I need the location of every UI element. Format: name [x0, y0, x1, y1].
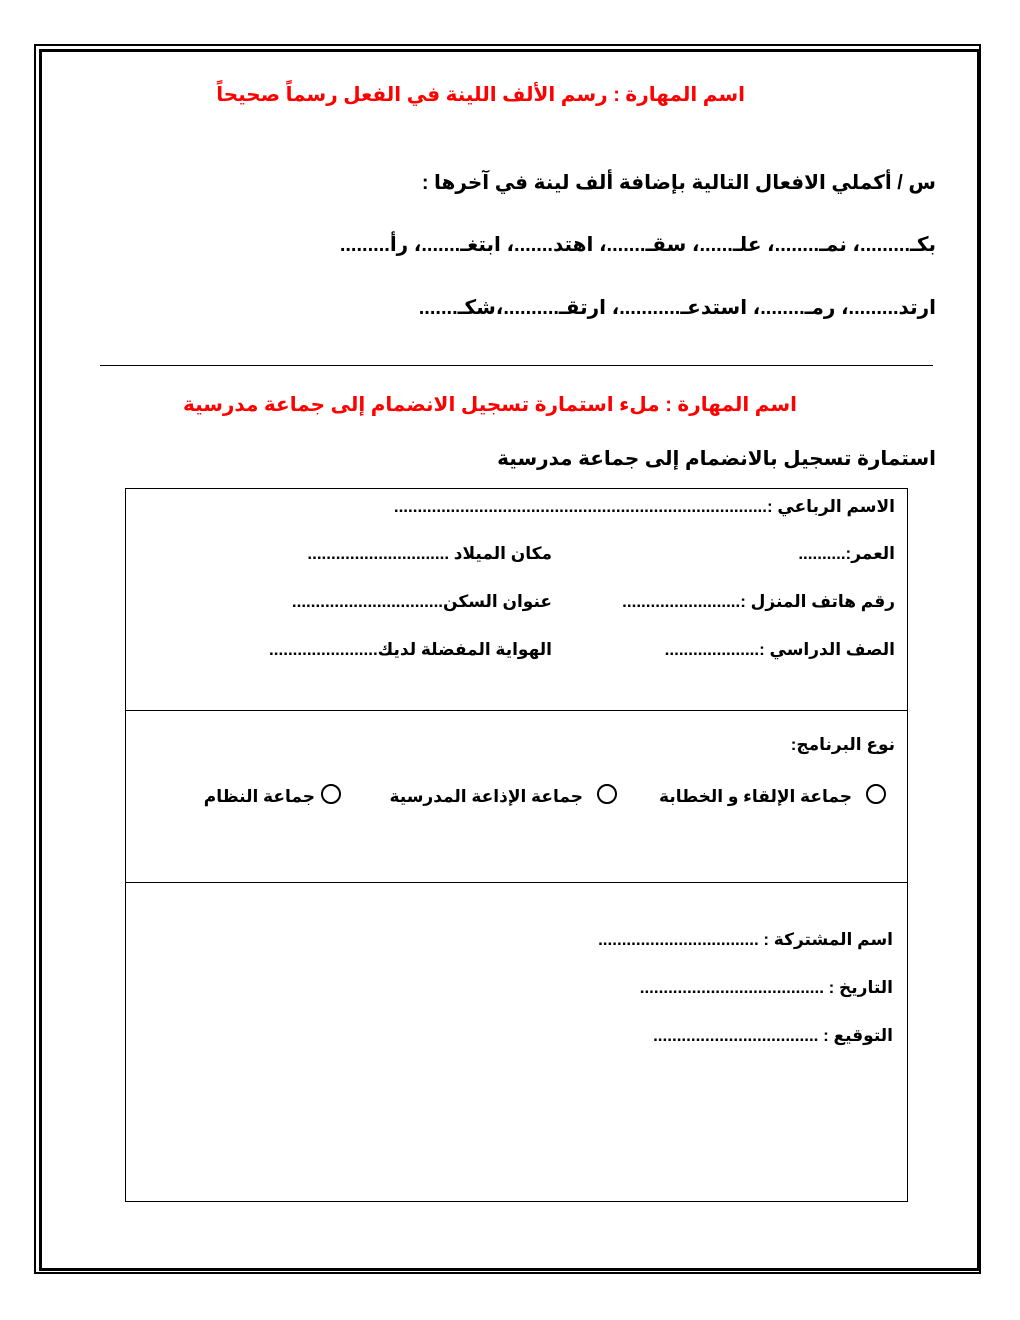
- form-divider: [125, 710, 907, 711]
- question-text: س / أكملي الافعال التالية بإضافة ألف لينة في آخرها :: [421, 172, 936, 194]
- skill-title-2: اسم المهارة : ملء استمارة تسجيل الانضمام إلى جماعة مدرسية: [182, 394, 797, 416]
- radio-speech-club[interactable]: [866, 784, 886, 804]
- form-title: استمارة تسجيل بالانضمام إلى جماعة مدرسية: [497, 448, 936, 470]
- full-name-field[interactable]: الاسم الرباعي :...............................................................................: [393, 497, 895, 516]
- verbs-line-1: بكـ.........، نمـ........، علـ......، سقـ.......، اهتد.......، ابتغـ.......، رأ.........: [339, 234, 936, 256]
- signature-field[interactable]: التوقيع : ...................................: [653, 1026, 893, 1045]
- radio-radio-club[interactable]: [597, 784, 617, 804]
- date-field[interactable]: التاريخ : .......................................: [639, 978, 893, 997]
- radio-order-club[interactable]: [321, 784, 341, 804]
- skill-title-1: اسم المهارة : رسم الألف اللينة في الفعل رسماً صحيحاً: [216, 84, 745, 106]
- option-radio-club: جماعة الإذاعة المدرسية: [389, 787, 583, 806]
- phone-field[interactable]: رقم هاتف المنزل :.........................: [622, 592, 895, 611]
- grade-field[interactable]: الصف الدراسي :....................: [664, 640, 895, 659]
- section-divider: [100, 365, 933, 366]
- participant-name-field[interactable]: اسم المشتركة : ..................................: [598, 930, 893, 949]
- address-field[interactable]: عنوان السكن................................: [291, 592, 552, 611]
- program-type-label: نوع البرنامج:: [790, 735, 895, 754]
- form-divider: [125, 882, 907, 883]
- option-order-club: جماعة النظام: [203, 787, 315, 806]
- age-field[interactable]: العمر:..........: [798, 544, 895, 563]
- birthplace-field[interactable]: مكان الميلاد ..............................: [307, 544, 552, 563]
- hobby-field[interactable]: الهواية المفضلة لديك.......................: [269, 640, 552, 659]
- verbs-line-2: ارتد.........، رمـ........، استدعـ...........، ارتقـ..........،شكـ.......: [418, 297, 936, 319]
- option-speech-club: جماعة الإلقاء و الخطابة: [659, 787, 852, 806]
